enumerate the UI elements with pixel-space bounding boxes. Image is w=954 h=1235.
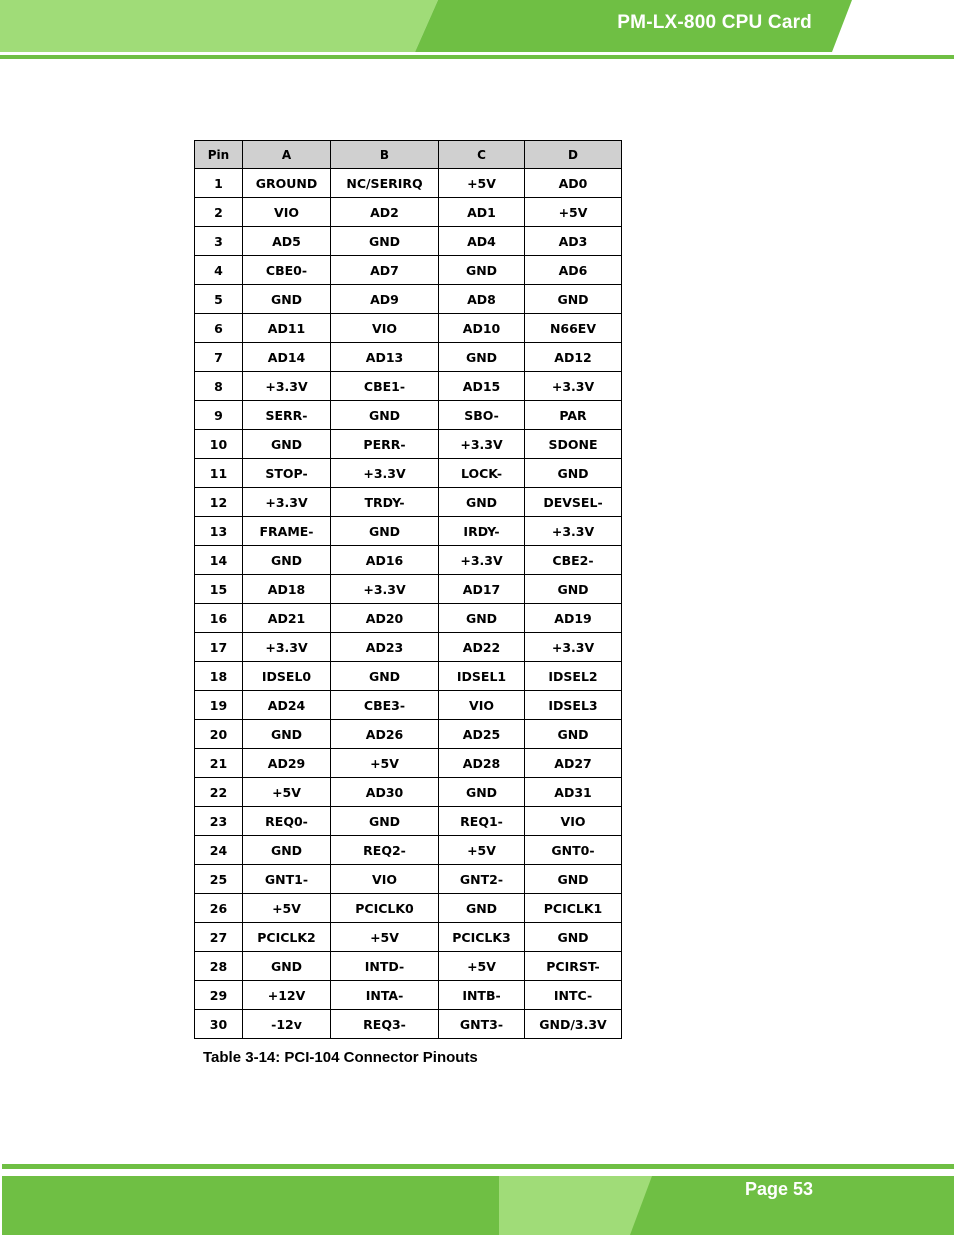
- signal-cell: VIO: [331, 314, 439, 343]
- signal-cell: +3.3V: [243, 372, 331, 401]
- pin-number-cell: 10: [195, 430, 243, 459]
- signal-cell: AD10: [439, 314, 525, 343]
- page-number: Page 53: [744, 1179, 813, 1199]
- signal-cell: GNT1-: [243, 865, 331, 894]
- signal-cell: AD22: [439, 633, 525, 662]
- table-row: [195, 401, 622, 430]
- signal-cell: GND/3.3V: [525, 1010, 622, 1039]
- signal-cell: INTC-: [525, 981, 622, 1010]
- table-row: [195, 343, 622, 372]
- signal-cell: AD23: [331, 633, 439, 662]
- signal-cell: GND: [439, 894, 525, 923]
- signal-cell: +5V: [439, 952, 525, 981]
- signal-cell: IDSEL1: [439, 662, 525, 691]
- signal-cell: PCIRST-: [525, 952, 622, 981]
- pin-number-cell: 18: [195, 662, 243, 691]
- signal-cell: AD4: [439, 227, 525, 256]
- pin-number-cell: 19: [195, 691, 243, 720]
- signal-cell: AD1: [439, 198, 525, 227]
- signal-cell: AD13: [331, 343, 439, 372]
- signal-cell: +12V: [243, 981, 331, 1010]
- signal-cell: GND: [243, 836, 331, 865]
- table-row: [195, 517, 622, 546]
- pin-number-cell: 27: [195, 923, 243, 952]
- signal-cell: INTD-: [331, 952, 439, 981]
- signal-cell: GND: [439, 604, 525, 633]
- pin-number-cell: 12: [195, 488, 243, 517]
- pin-number-cell: 24: [195, 836, 243, 865]
- pin-number-cell: 2: [195, 198, 243, 227]
- signal-cell: +5V: [243, 778, 331, 807]
- pin-number-cell: 21: [195, 749, 243, 778]
- table-row: [195, 952, 622, 981]
- document-title: PM-LX-800 CPU Card: [617, 12, 812, 33]
- signal-cell: +3.3V: [243, 488, 331, 517]
- signal-cell: GND: [439, 343, 525, 372]
- table-row: [195, 285, 622, 314]
- signal-cell: GND: [525, 285, 622, 314]
- table-row: [195, 459, 622, 488]
- pin-number-cell: 1: [195, 169, 243, 198]
- column-header: B: [331, 141, 439, 169]
- signal-cell: CBE0-: [243, 256, 331, 285]
- pin-number-cell: 13: [195, 517, 243, 546]
- signal-cell: +3.3V: [439, 430, 525, 459]
- column-header: A: [243, 141, 331, 169]
- signal-cell: AD0: [525, 169, 622, 198]
- pin-number-cell: 20: [195, 720, 243, 749]
- table-row: [195, 633, 622, 662]
- signal-cell: GND: [243, 952, 331, 981]
- table-row: [195, 430, 622, 459]
- table-row: [195, 546, 622, 575]
- pin-number-cell: 6: [195, 314, 243, 343]
- table-row: [195, 720, 622, 749]
- pin-number-cell: 15: [195, 575, 243, 604]
- signal-cell: AD28: [439, 749, 525, 778]
- signal-cell: AD25: [439, 720, 525, 749]
- signal-cell: AD2: [331, 198, 439, 227]
- signal-cell: IDSEL0: [243, 662, 331, 691]
- signal-cell: GND: [331, 662, 439, 691]
- signal-cell: GND: [525, 720, 622, 749]
- signal-cell: IRDY-: [439, 517, 525, 546]
- pin-number-cell: 8: [195, 372, 243, 401]
- signal-cell: +3.3V: [331, 459, 439, 488]
- signal-cell: GNT3-: [439, 1010, 525, 1039]
- pin-number-cell: 26: [195, 894, 243, 923]
- signal-cell: INTA-: [331, 981, 439, 1010]
- pin-number-cell: 30: [195, 1010, 243, 1039]
- footer-banner: [0, 1160, 954, 1235]
- signal-cell: CBE1-: [331, 372, 439, 401]
- signal-cell: GND: [439, 256, 525, 285]
- signal-cell: GROUND: [243, 169, 331, 198]
- signal-cell: REQ1-: [439, 807, 525, 836]
- table-row: [195, 865, 622, 894]
- signal-cell: GND: [243, 430, 331, 459]
- signal-cell: AD21: [243, 604, 331, 633]
- signal-cell: AD31: [525, 778, 622, 807]
- signal-cell: VIO: [439, 691, 525, 720]
- signal-cell: AD16: [331, 546, 439, 575]
- table-row: [195, 314, 622, 343]
- table-row: [195, 604, 622, 633]
- signal-cell: AD19: [525, 604, 622, 633]
- signal-cell: SDONE: [525, 430, 622, 459]
- signal-cell: +3.3V: [525, 633, 622, 662]
- pin-number-cell: 23: [195, 807, 243, 836]
- table-row: [195, 778, 622, 807]
- signal-cell: PCICLK0: [331, 894, 439, 923]
- pin-number-cell: 9: [195, 401, 243, 430]
- signal-cell: GND: [439, 488, 525, 517]
- pin-number-cell: 7: [195, 343, 243, 372]
- pin-number-cell: 16: [195, 604, 243, 633]
- signal-cell: NC/SERIRQ: [331, 169, 439, 198]
- signal-cell: PAR: [525, 401, 622, 430]
- table-row: [195, 227, 622, 256]
- signal-cell: AD30: [331, 778, 439, 807]
- signal-cell: VIO: [243, 198, 331, 227]
- column-header: D: [525, 141, 622, 169]
- pinout-table: [194, 140, 622, 1039]
- signal-cell: +5V: [525, 198, 622, 227]
- signal-cell: GND: [331, 517, 439, 546]
- signal-cell: LOCK-: [439, 459, 525, 488]
- table-row: [195, 691, 622, 720]
- signal-cell: IDSEL3: [525, 691, 622, 720]
- signal-cell: +5V: [331, 923, 439, 952]
- table-row: [195, 836, 622, 865]
- signal-cell: PERR-: [331, 430, 439, 459]
- signal-cell: REQ0-: [243, 807, 331, 836]
- signal-cell: TRDY-: [331, 488, 439, 517]
- column-header: Pin: [195, 141, 243, 169]
- signal-cell: AD17: [439, 575, 525, 604]
- signal-cell: AD9: [331, 285, 439, 314]
- table-row: [195, 923, 622, 952]
- signal-cell: GND: [243, 720, 331, 749]
- signal-cell: AD6: [525, 256, 622, 285]
- signal-cell: AD8: [439, 285, 525, 314]
- signal-cell: REQ2-: [331, 836, 439, 865]
- signal-cell: GND: [525, 923, 622, 952]
- table-row: [195, 488, 622, 517]
- signal-cell: SERR-: [243, 401, 331, 430]
- table-row: [195, 749, 622, 778]
- signal-cell: +3.3V: [331, 575, 439, 604]
- signal-cell: AD24: [243, 691, 331, 720]
- table-row: [195, 894, 622, 923]
- table-body: [195, 169, 622, 1039]
- signal-cell: N66EV: [525, 314, 622, 343]
- pin-number-cell: 4: [195, 256, 243, 285]
- signal-cell: GND: [331, 401, 439, 430]
- signal-cell: +3.3V: [525, 517, 622, 546]
- signal-cell: AD26: [331, 720, 439, 749]
- signal-cell: AD5: [243, 227, 331, 256]
- pin-number-cell: 5: [195, 285, 243, 314]
- signal-cell: VIO: [525, 807, 622, 836]
- signal-cell: VIO: [331, 865, 439, 894]
- table-row: [195, 1010, 622, 1039]
- pin-number-cell: 29: [195, 981, 243, 1010]
- signal-cell: GNT0-: [525, 836, 622, 865]
- signal-cell: AD18: [243, 575, 331, 604]
- pin-number-cell: 28: [195, 952, 243, 981]
- pin-number-cell: 11: [195, 459, 243, 488]
- signal-cell: GND: [243, 285, 331, 314]
- table-caption: Table 3-14: PCI-104 Connector Pinouts: [203, 1049, 478, 1066]
- pin-number-cell: 25: [195, 865, 243, 894]
- column-header: C: [439, 141, 525, 169]
- signal-cell: REQ3-: [331, 1010, 439, 1039]
- signal-cell: AD14: [243, 343, 331, 372]
- signal-cell: GNT2-: [439, 865, 525, 894]
- signal-cell: GND: [525, 865, 622, 894]
- table-row: [195, 662, 622, 691]
- signal-cell: FRAME-: [243, 517, 331, 546]
- signal-cell: AD15: [439, 372, 525, 401]
- table-row: [195, 981, 622, 1010]
- signal-cell: STOP-: [243, 459, 331, 488]
- signal-cell: GND: [331, 807, 439, 836]
- signal-cell: GND: [439, 778, 525, 807]
- signal-cell: AD11: [243, 314, 331, 343]
- signal-cell: INTB-: [439, 981, 525, 1010]
- signal-cell: +3.3V: [243, 633, 331, 662]
- signal-cell: AD20: [331, 604, 439, 633]
- signal-cell: +3.3V: [439, 546, 525, 575]
- pin-number-cell: 3: [195, 227, 243, 256]
- signal-cell: +5V: [439, 836, 525, 865]
- signal-cell: CBE2-: [525, 546, 622, 575]
- signal-cell: +3.3V: [525, 372, 622, 401]
- header-banner: [0, 0, 954, 60]
- signal-cell: +5V: [439, 169, 525, 198]
- signal-cell: AD7: [331, 256, 439, 285]
- signal-cell: GND: [525, 575, 622, 604]
- pin-number-cell: 22: [195, 778, 243, 807]
- signal-cell: CBE3-: [331, 691, 439, 720]
- signal-cell: DEVSEL-: [525, 488, 622, 517]
- table-row: [195, 807, 622, 836]
- pin-number-cell: 14: [195, 546, 243, 575]
- table-row: [195, 372, 622, 401]
- signal-cell: +5V: [243, 894, 331, 923]
- signal-cell: AD3: [525, 227, 622, 256]
- signal-cell: SBO-: [439, 401, 525, 430]
- table-row: [195, 169, 622, 198]
- signal-cell: AD12: [525, 343, 622, 372]
- signal-cell: AD27: [525, 749, 622, 778]
- signal-cell: PCICLK3: [439, 923, 525, 952]
- signal-cell: PCICLK1: [525, 894, 622, 923]
- signal-cell: +5V: [331, 749, 439, 778]
- signal-cell: GND: [243, 546, 331, 575]
- signal-cell: -12v: [243, 1010, 331, 1039]
- signal-cell: PCICLK2: [243, 923, 331, 952]
- table-row: [195, 575, 622, 604]
- signal-cell: GND: [331, 227, 439, 256]
- table-row: [195, 198, 622, 227]
- signal-cell: GND: [525, 459, 622, 488]
- pin-number-cell: 17: [195, 633, 243, 662]
- table-row: [195, 256, 622, 285]
- signal-cell: IDSEL2: [525, 662, 622, 691]
- signal-cell: AD29: [243, 749, 331, 778]
- table-header-row: [195, 141, 622, 169]
